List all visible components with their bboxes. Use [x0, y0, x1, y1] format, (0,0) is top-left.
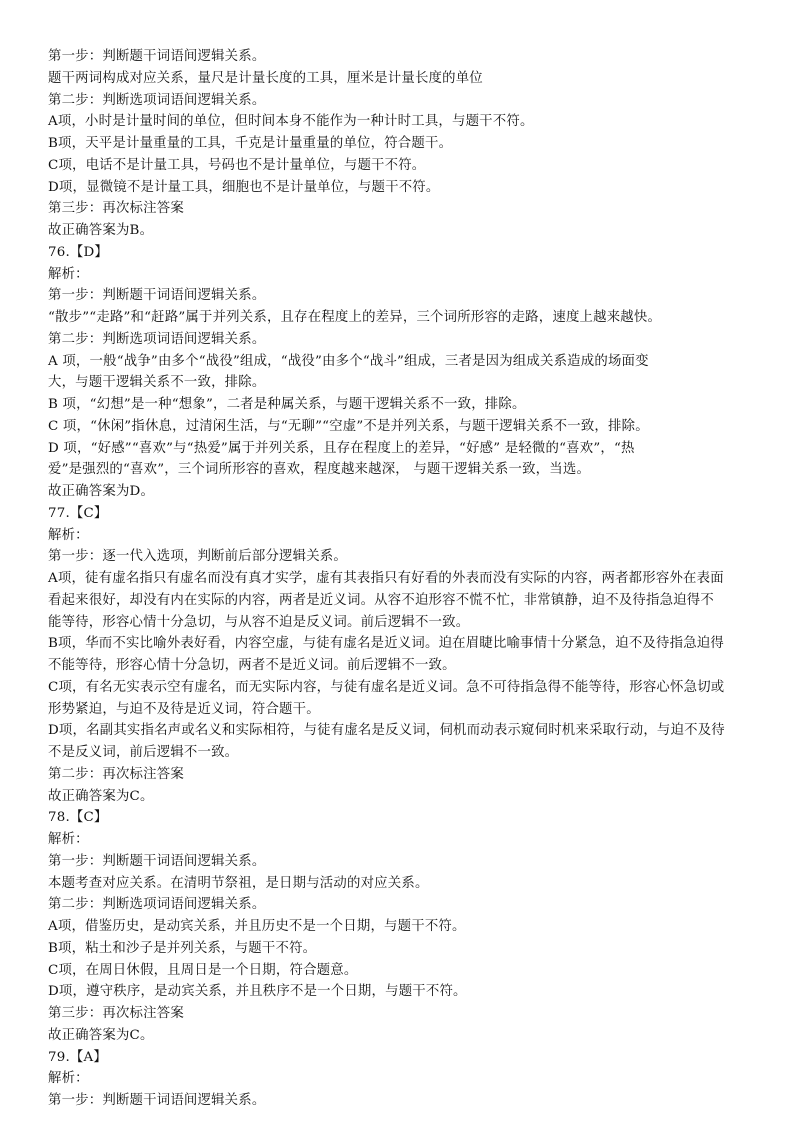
text-line: A项，小时是计量时间的单位，但时间本身不能作为一种计时工具，与题干不符。	[48, 114, 534, 130]
text-line: B 项，“幻想”是一种“想象”，二者是种属关系，与题干逻辑关系不一致，排除。	[48, 397, 526, 412]
text-line: 能等待，形容心情十分急切，与从容不迫是反义词。前后逻辑不一致。	[48, 614, 470, 630]
answer-line: 故正确答案为D。	[48, 484, 155, 499]
text-line: 第二步：判断选项词语间逻辑关系。	[48, 92, 266, 108]
text-line: D项，显微镜不是计量工具，细胞也不是计量单位，与题干不符。	[48, 179, 440, 195]
text-line: 题干两词构成对应关系，量尺是计量长度的工具，厘米是计量长度的单位	[48, 70, 483, 86]
text-line: 形势紧迫，与迫不及待是近义词，符合题干。	[48, 701, 320, 717]
text-line: 不能等待，形容心情十分急切，两者不是近义词。前后逻辑不一致。	[48, 658, 456, 673]
text-line: 看起来很好，却没有内在实际的内容，两者是近义词。从容不迫形容不慌不忙，非常镇静，迫不及待指急迫得不	[48, 592, 714, 608]
analysis-label: 解析：	[48, 832, 89, 847]
question-number: 76.【D】	[48, 244, 109, 260]
text-line: 爱”是强烈的“喜欢”，三个词所形容的喜欢，程度越来越深， 与题干逻辑关系一致，当选。	[48, 462, 591, 478]
text-line: B项，粘土和沙子是并列关系，与题干不符。	[48, 940, 317, 956]
text-line: C项，电话不是计量工具，号码也不是计量单位，与题干不符。	[48, 157, 426, 173]
answer-line: 故正确答案为C。	[48, 1027, 154, 1043]
text-line: B项，天平是计量重量的工具，千克是计量重量的单位，符合题干。	[48, 136, 453, 151]
analysis-label: 解析：	[48, 1071, 89, 1087]
text-line: B项，华而不实比喻外表好看，内容空虚，与徒有虚名是近义词。迫在眉睫比喻事情十分紧急，迫不及待指急迫得	[48, 636, 724, 652]
step-heading: 第一步：判断题干词语间逻辑关系。	[48, 288, 266, 304]
step-heading: 第二步：判断选项词语间逻辑关系。	[48, 897, 266, 913]
text-line: 第一步：判断题干词语间逻辑关系。	[48, 49, 266, 64]
text-line: D 项，“好感”“喜欢”与“热爱”属于并列关系，且存在程度上的差异，“好感” 是轻微的“喜欢”，“热	[48, 440, 635, 456]
step-heading: 第三步：再次标注答案	[48, 201, 184, 217]
question-number: 79.【A】	[48, 1049, 107, 1065]
step-heading: 第三步：再次标注答案	[48, 1006, 184, 1021]
text-line: C 项，“休闲”指休息，过清闲生活，与“无聊”“空虚”不是并列关系，与题干逻辑关系不一致，排除。	[48, 418, 649, 434]
text-line: 本题考查对应关系。在清明节祭祖，是日期与活动的对应关系。	[48, 875, 429, 891]
text-line: A 项，一般“战争”由多个“战役”组成，“战役”由多个“战斗”组成，三者是因为组成关系造成的场面变	[48, 353, 649, 369]
question-number: 78.【C】	[48, 810, 108, 826]
step-heading: 第一步：逐一代入选项，判断前后部分逻辑关系。	[48, 549, 347, 565]
step-heading: 第二步：判断选项词语间逻辑关系。	[48, 331, 266, 347]
text-line: C项，有名无实表示空有虚名，而无实际内容，与徒有虚名是近义词。急不可待指急得不能等待，形容心怀急切或	[48, 679, 725, 695]
step-heading: 第一步：判断题干词语间逻辑关系。	[48, 853, 266, 869]
answer-line: 故正确答案为C。	[48, 788, 154, 804]
answer-line: 故正确答案为B。	[48, 223, 154, 238]
analysis-label: 解析：	[48, 527, 89, 543]
text-line: A项，徒有虚名指只有虚名而没有真才实学，虚有其表指只有好看的外表而没有实际的内容，两者都形容外在表面	[48, 571, 724, 586]
question-number: 77.【C】	[48, 505, 108, 521]
text-line: D项，遵守秩序，是动宾关系，并且秩序不是一个日期，与题干不符。	[48, 984, 467, 1000]
text-line: 大，与题干逻辑关系不一致，排除。	[48, 375, 266, 391]
step-heading: 第二步：再次标注答案	[48, 766, 184, 782]
text-line: “散步”“走路”和“赶路”属于并列关系，且存在程度上的差异，三个词所形容的走路，速度上越来越快。	[48, 310, 662, 325]
text-line: A项，借鉴历史，是动宾关系，并且历史不是一个日期，与题干不符。	[48, 919, 466, 934]
text-line: C项，在周日休假，且周日是一个日期，符合题意。	[48, 962, 358, 978]
analysis-label: 解析：	[48, 266, 89, 282]
text-line: D项，名副其实指名声或名义和实际相符，与徒有虚名是反义词，伺机而动表示窥伺时机来采取行动，与迫不及待	[48, 723, 725, 739]
step-heading: 第一步：判断题干词语间逻辑关系。	[48, 1093, 266, 1108]
text-line: 不是反义词，前后逻辑不一致。	[48, 745, 239, 760]
